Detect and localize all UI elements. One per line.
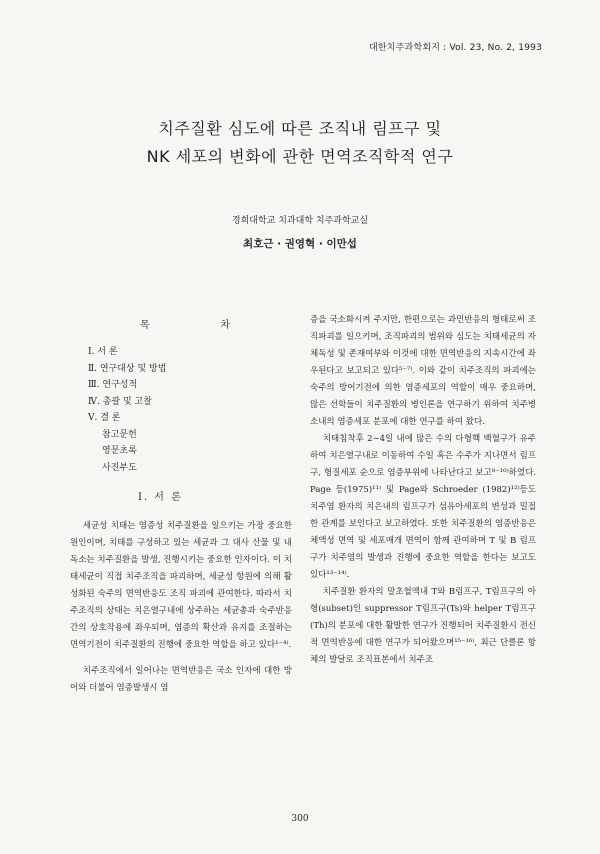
toc-subitem: 사진부도 <box>102 462 137 473</box>
authors: 최호근 · 권영혁 · 이만섭 <box>243 238 357 250</box>
title-line-2: NK 세포의 변화에 관한 면역조직학적 연구 <box>146 147 454 166</box>
toc-item: Ⅲ. 연구성적 <box>88 380 138 390</box>
title-line-1: 치주질환 심도에 따른 조직내 림프구 및 <box>158 119 442 138</box>
affiliation: 경희대학교 치과대학 치주과학교실 <box>231 216 369 226</box>
toc-heading-right: 차 <box>220 320 230 331</box>
toc-item: Ⅳ. 총괄 및 고찰 <box>88 396 152 407</box>
body-paragraph: 치주조직에서 일어나는 면역반응은 국소 인자에 대한 방어와 더불어 염증발생시 염 <box>70 666 292 693</box>
toc-item: Ⅴ. 결 론 <box>88 413 121 423</box>
left-column <box>70 518 292 697</box>
right-column <box>310 312 536 669</box>
journal-header: 대한치주과학회지 : Vol. 23, No. 2, 1993 <box>368 43 542 53</box>
page-number: 300 <box>291 814 309 824</box>
toc-item: Ⅱ. 연구대상 및 방법 <box>88 363 167 374</box>
toc-subitem: 영문초록 <box>102 446 137 456</box>
toc-heading <box>140 316 230 331</box>
toc-heading-left: 목 <box>140 320 150 331</box>
toc-subitem: 참고문헌 <box>102 429 137 440</box>
body-paragraph: 세균성 치태는 염증성 치주질환을 일으키는 가장 중요한 원인이며, 치태를 구성하고 있는 세균과 그 대사 산물 및 내독소는 치주질환을 발생, 진행시키는 중요한 인자이다. 이 치태세균이 직접 치주조직을 파괴하며, 세균성 항원에 의해 활성화된 숙주의 면역반응도 조직 파괴에 관여한다. 따라서 치주조직의 상태는 치은열구내에 상주하는 세균총과 숙주반응간의 상호작용에 좌우되며, 염증의 확산과 유지를 조절하는 면역기전이 치주질환의 진행에 중요한 역할을 하고 있다¹⁻⁴⁾. <box>70 521 292 650</box>
section-title-introduction: Ⅰ. 서 론 <box>138 492 183 503</box>
body-paragraph: 치태침착후 2∼4일 내에 많은 수의 다형핵 백혈구가 유주하여 치은열구내로 이동하여 수일 혹은 수주가 지나면서 림프구, 형질세포 순으로 염증부위에 나타난다고 보고⁸⁻¹⁰⁾하였다. Page 등(1975)¹¹⁾ 및 Page와 Schroeder (1982)¹²⁾등도 치주염 환자의 치은내의 림프구가 섬유아세포의 변성과 밀접한 관계를 보인다고 보고하였다. 또한 치주질환의 염증반응은 체액성 면역 및 세포매개 면역이 함께 관여하며 T 및 B 림프구가 치주염의 발생과 진행에 중요한 역할을 한다는 보고도 있다¹³⁻¹⁴⁾. <box>310 434 536 580</box>
toc-item: Ⅰ. 서 론 <box>88 347 118 357</box>
body-paragraph: 증을 국소화시켜 주지만, 한편으로는 과민반응의 형태로써 조직파괴를 일으키며, 조직파괴의 범위와 심도는 치태세균의 자체독성 및 존재여부와 이것에 대한 면역반응의 지속시간에 좌우된다고 보고되고 있다⁵⁻⁷⁾. 이와 같이 치주조직의 파괴에는 숙주의 방어기전에 의한 염증세포의 역할이 매우 중요하며, 많은 선학들이 치주질환의 병인론을 연구하기 위하여 치주병소내의 염증세포 분포에 대한 연구를 하여 왔다. <box>310 315 536 427</box>
table-of-contents <box>88 344 166 476</box>
body-paragraph: 치주질환 환자의 말초혈액내 T와 B림프구, T림프구의 아형(subset)인 suppressor T림프구(Ts)와 helper T림프구(Th)의 분포에 대한 활발한 연구가 진행되어 치주질환시 전신적 면역반응에 대한 연구가 되어왔으며¹⁵⁻¹⁶⁾, 최근 단클론 항체의 발달로 조직표본에서 치주조 <box>310 587 536 665</box>
